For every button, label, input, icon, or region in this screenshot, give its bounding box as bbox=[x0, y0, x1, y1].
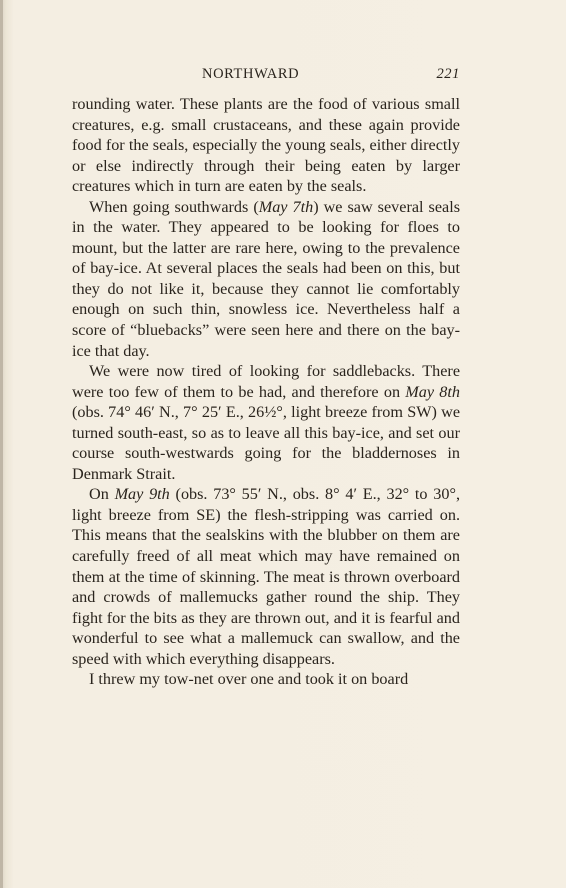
running-head: NORTHWARD bbox=[202, 66, 300, 82]
paragraph: On May 9th (obs. 73° 55′ N., obs. 8° 4′ E., 32° to 30°, light breeze from SE) the flesh-stripping was carried on. This means that the sealskins with the blubber on them are carefully freed of all meat which may have remained on them at the time of skinning. The meat is thrown overboard and crowds of mallemucks gather round the ship. They fight for the bits as they are thrown out, and it is fearful and wonderful to see what a mallemuck can swallow, and the speed with which everything disappears. bbox=[72, 485, 460, 668]
body-text bbox=[72, 94, 460, 690]
paragraph: I threw my tow-net over one and took it on board bbox=[89, 670, 409, 689]
page-number: 221 bbox=[436, 66, 460, 82]
page-header bbox=[72, 66, 460, 86]
paragraph: When going southwards (May 7th) we saw several seals in the water. They appeared to be looking for floes to mount, but the latter are rare here, owing to the prevalence of bay-ice. At several places the seals had been on this, but they do not like it, because they cannot lie comfortably enough on such thin, snowless ice. Nevertheless half a score of “bluebacks” were seen here and there on the bay-ice that day. bbox=[72, 197, 460, 360]
paragraph: We were now tired of looking for saddlebacks. There were too few of them to be had, and therefore on May 8th (obs. 74° 46′ N., 7° 25′ E., 26½°, light breeze from SW) we turned south-east, so as to leave all this bay-ice, and set our course south-westwards going for the bladdernoses in Denmark Strait. bbox=[72, 362, 460, 483]
paragraph: rounding water. These plants are the food of various small creatures, e.g. small crustaceans, and these again provide food for the seals, especially the young seals, either directly or else indirectly through their being eaten by larger creatures which in turn are eaten by the seals. bbox=[72, 95, 460, 196]
binding-edge bbox=[0, 0, 3, 888]
